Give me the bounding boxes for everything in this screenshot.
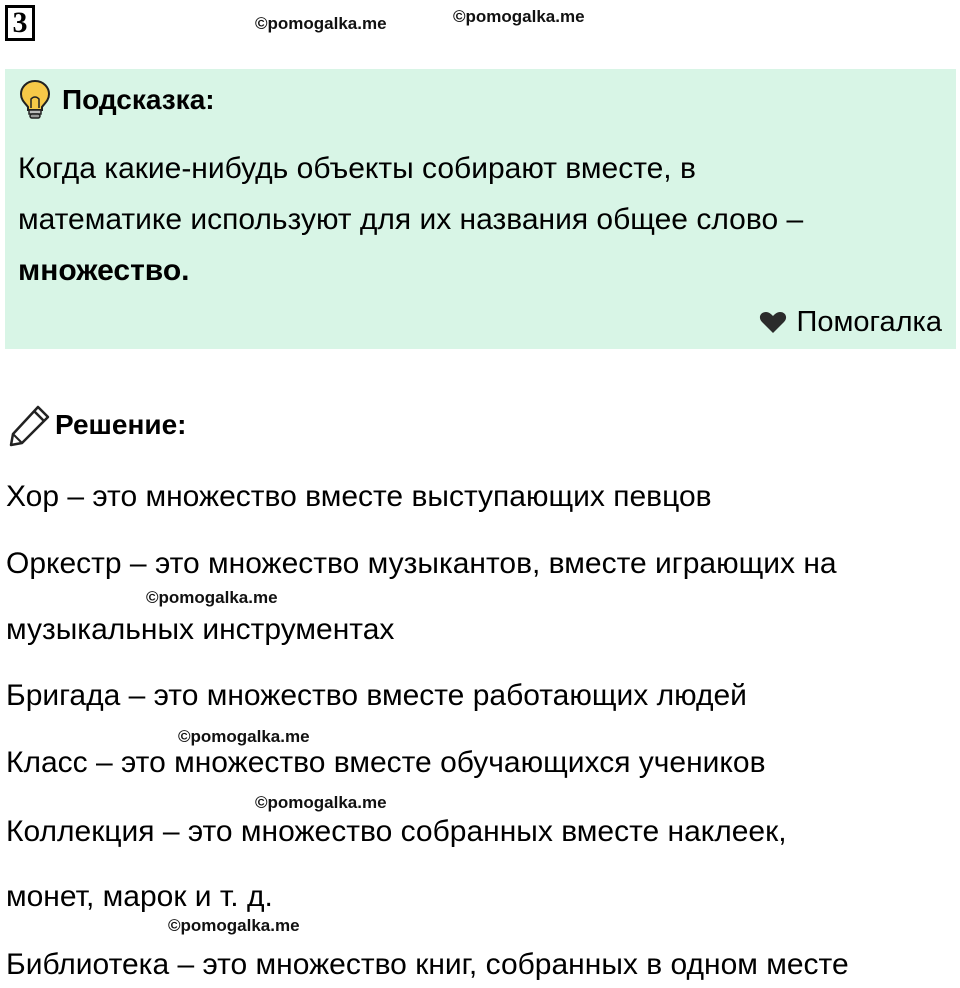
solution-line: Бригада – это множество вместе работающих людей bbox=[6, 679, 747, 712]
hint-text-line bbox=[18, 245, 938, 296]
hint-text-line: математике используют для их названия общее слово – bbox=[18, 203, 804, 236]
lightbulb-icon bbox=[18, 79, 52, 121]
solution-line: Оркестр – это множество музыкантов, вместе играющих на bbox=[6, 547, 837, 580]
task-number-box: 3 bbox=[5, 5, 35, 41]
hint-text bbox=[18, 143, 938, 296]
solution-line: монет, марок и т. д. bbox=[6, 880, 273, 913]
solution-line: Коллекция – это множество собранных вместе наклеек, bbox=[6, 815, 787, 848]
solution-line: Библиотека – это множество книг, собранных в одном месте bbox=[6, 948, 849, 981]
watermark: ©pomogalka.me bbox=[168, 916, 300, 935]
solution-line: Хор – это множество вместе выступающих певцов bbox=[6, 480, 712, 513]
heart-icon bbox=[759, 310, 787, 334]
watermark: ©pomogalka.me bbox=[255, 14, 387, 33]
watermark: ©pomogalka.me bbox=[178, 727, 310, 746]
solution-line: Класс – это множество вместе обучающихся учеников bbox=[6, 746, 766, 779]
watermark: ©pomogalka.me bbox=[146, 588, 278, 607]
watermark: ©pomogalka.me bbox=[453, 7, 585, 26]
solution-title: Решение: bbox=[55, 409, 187, 440]
hint-bold-term: множество. bbox=[18, 254, 190, 287]
solution-line: музыкальных инструментах bbox=[6, 613, 395, 646]
brand-signature bbox=[759, 302, 942, 342]
watermark: ©pomogalka.me bbox=[255, 793, 387, 812]
hint-title: Подсказка: bbox=[62, 84, 215, 115]
pencil-icon bbox=[8, 403, 52, 447]
brand-name: Помогалка bbox=[796, 306, 942, 338]
hint-text-line: Когда какие-нибудь объекты собирают вместе, в bbox=[18, 152, 696, 185]
